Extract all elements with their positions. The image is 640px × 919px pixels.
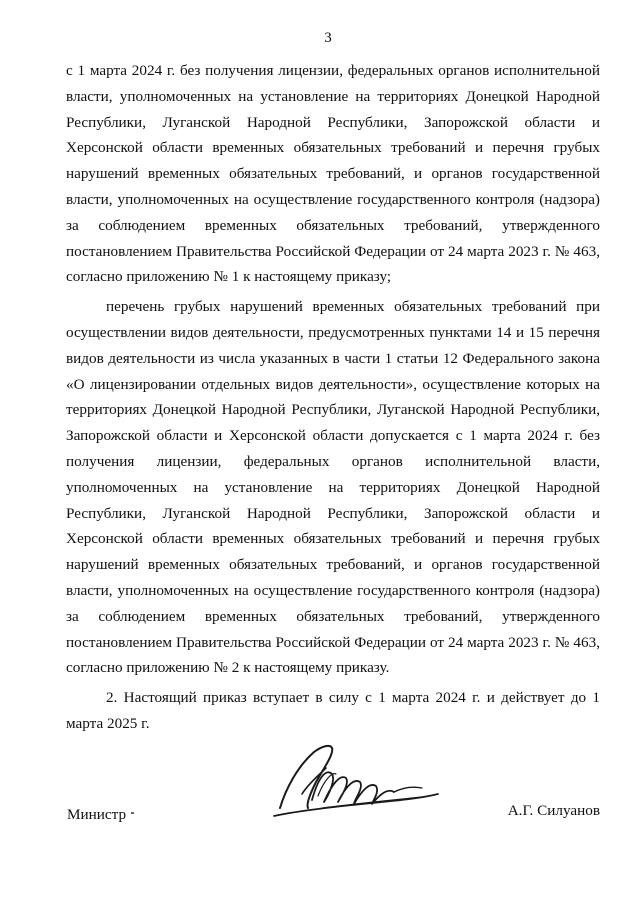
scan-speck (131, 812, 134, 814)
signatory-title: Министр (67, 806, 127, 823)
paragraph-continuation: с 1 марта 2024 г. без получения лицензии, федеральных органов исполнительной власти, уполномоченных на установление на территориях Донецкой Народной Республики, Луганской Народной Республики, Запорожской области и Херсонской области временных обязательных требований и перечня грубых нарушений временных обязательных требований, и органов государственной власти, уполномоченных на осуществление государственного контроля (надзора) за соблюдением временных обязательных требований, утвержденного постановлением Правительства Российской Федерации от 24 марта 2023 г. № 463, согласно приложению № 1 к настоящему приказу; (66, 62, 600, 286)
paragraph-effective-date: 2. Настоящий приказ вступает в силу с 1 марта 2024 г. и действует до 1 марта 2025 г. (66, 689, 600, 732)
signatory-name: А.Г. Силуанов (507, 802, 600, 819)
paragraph-list-item: перечень грубых нарушений временных обязательных требований при осуществлении видов деятельности, предусмотренных пунктами 14 и 15 перечня видов деятельности из числа указанных в части 1 статьи 12 Федерального закона «О лицензировании отдельных видов деятельности», осуществление которых на территориях Донецкой Народной Республики, Луганской Народной Республики, Запорожской области и Херсонской области допускается с 1 марта 2024 г. без получения лицензии, федеральных органов исполнительной власти, уполномоченных на установление на территориях Донецкой Народной Республики, Луганской Народной Республики, Запорожской области и Херсонской области временных обязательных требований и перечня грубых нарушений временных обязательных требований, и органов государственной власти, уполномоченных на осуществление государственного контроля (надзора) за соблюдением временных обязательных требований, утвержденного постановлением Правительства Российской Федерации от 24 марта 2023 г. № 463, согласно приложению № 2 к настоящему приказу. (66, 298, 600, 677)
page-number: 3 (324, 30, 332, 46)
document-body (66, 58, 600, 737)
handwritten-signature-icon (262, 738, 452, 822)
